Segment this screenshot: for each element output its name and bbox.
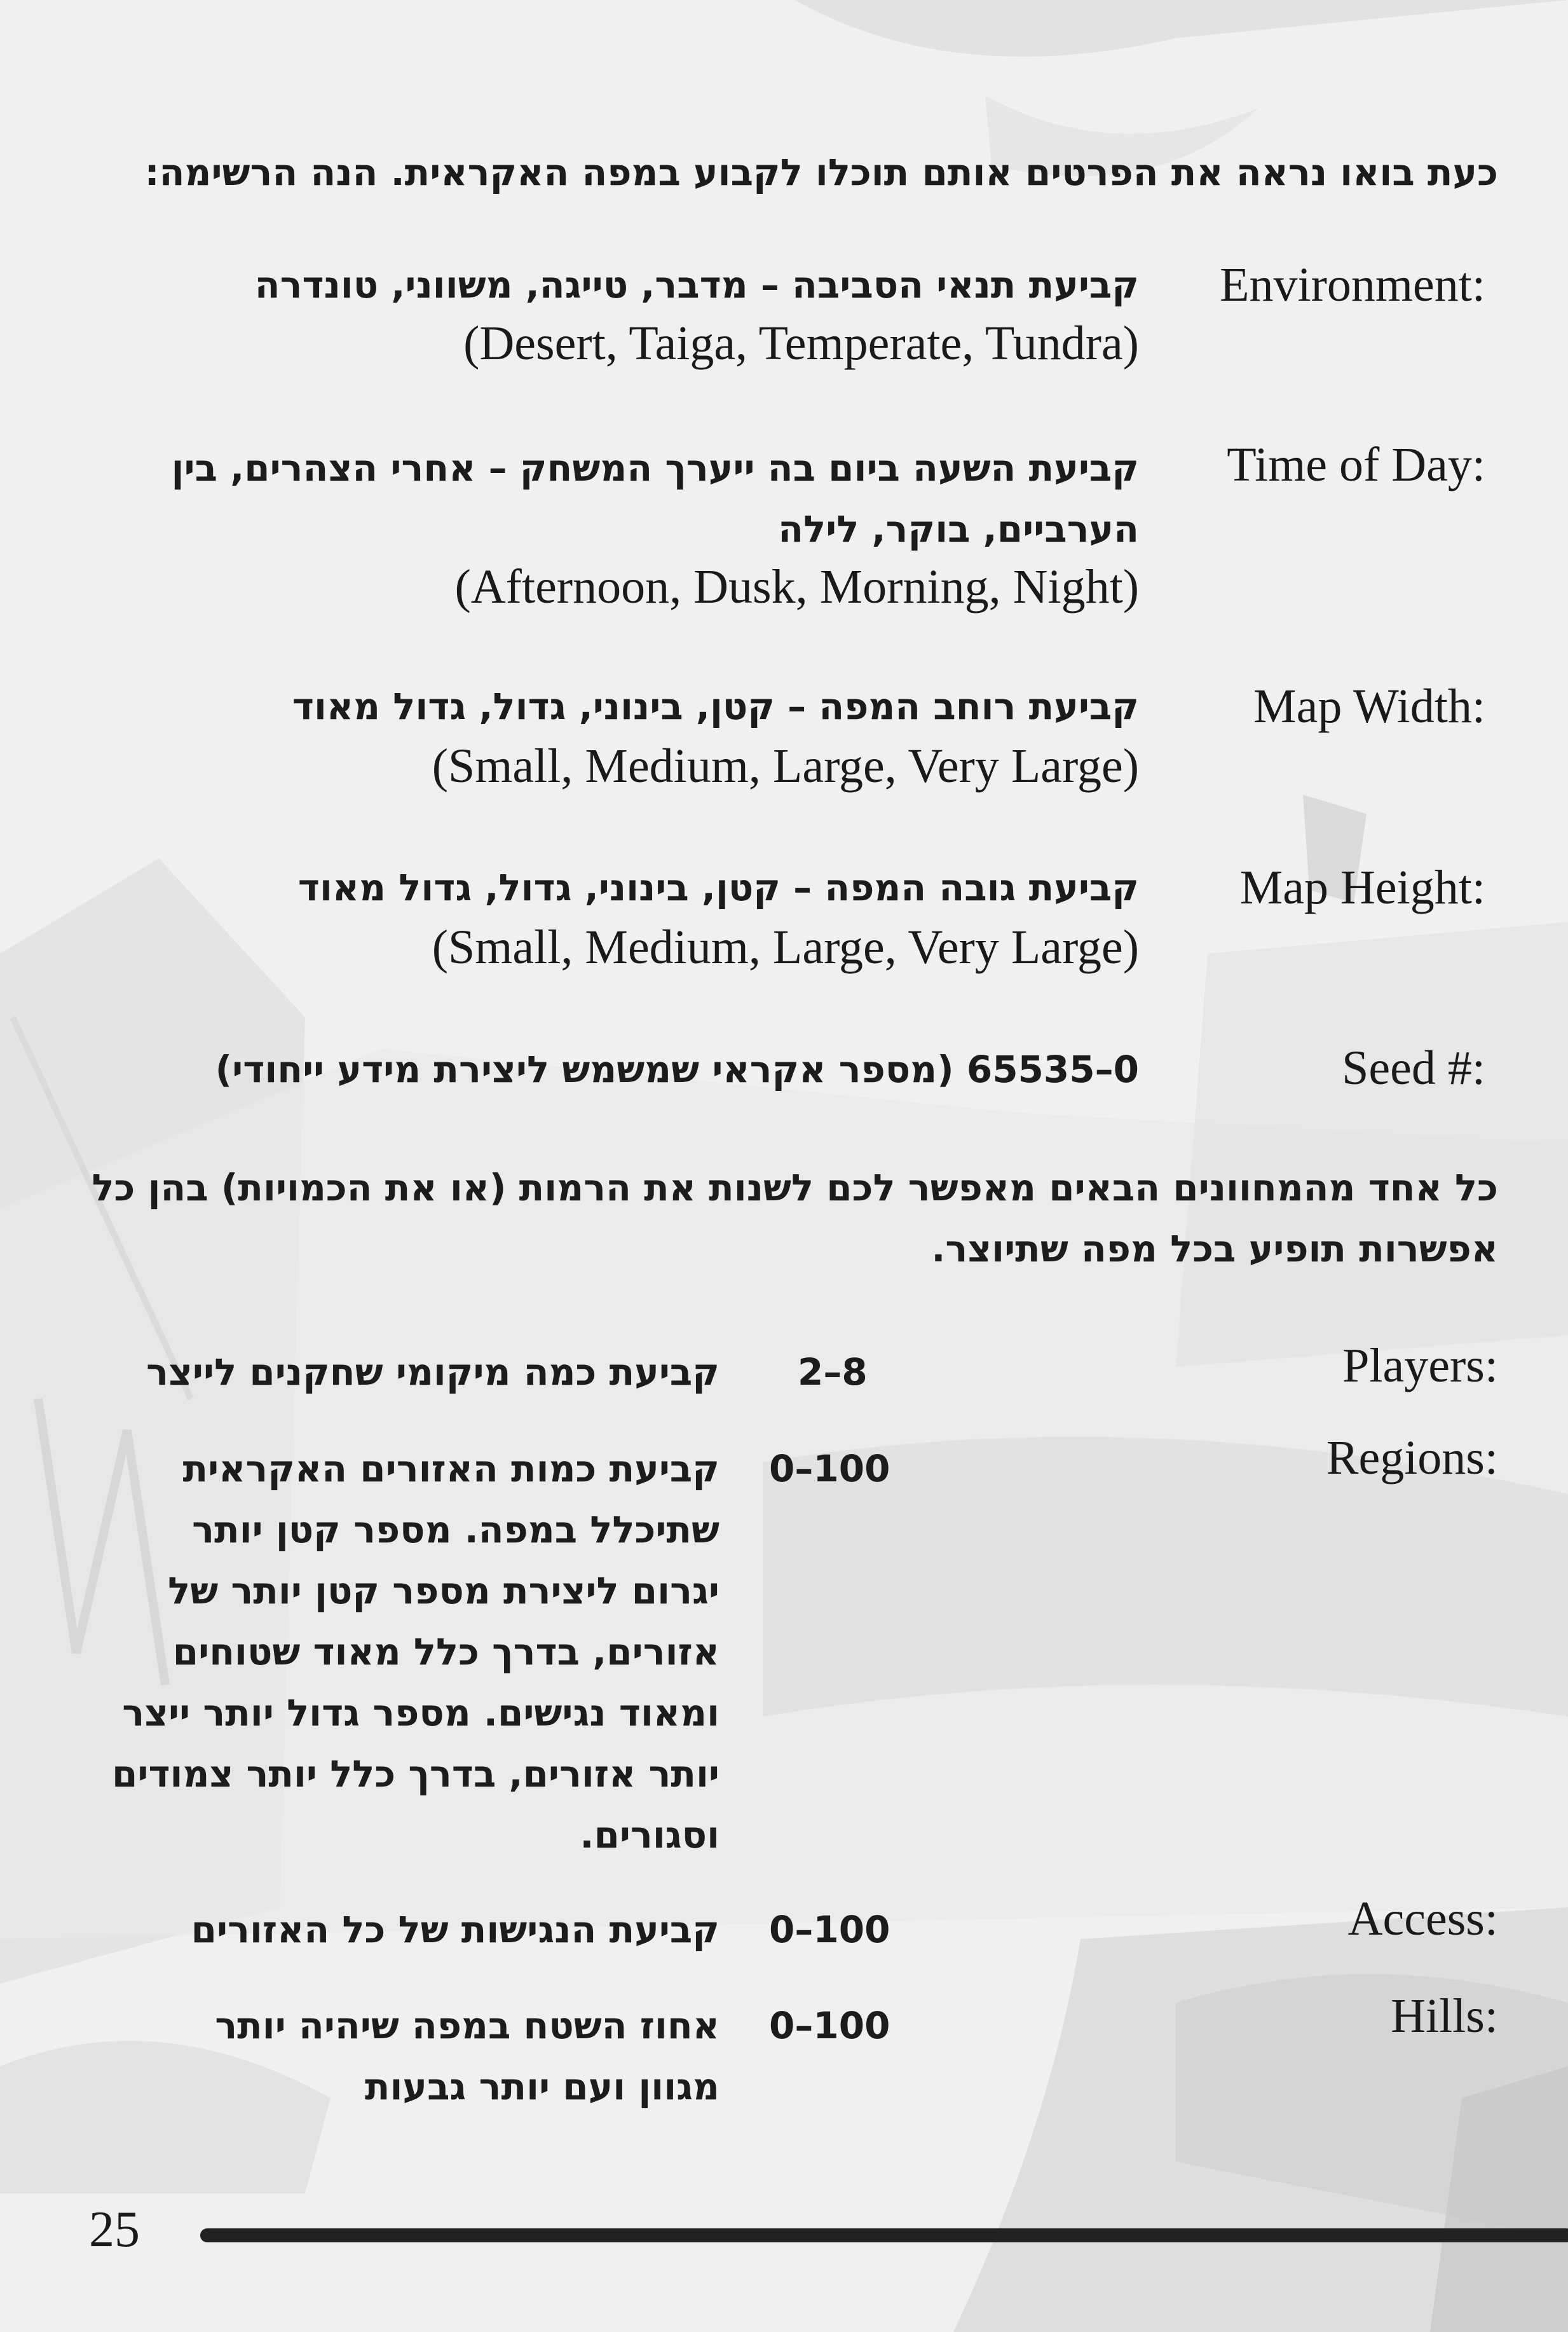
- setting-desc-map-height: קביעת גובה המפה – קטן, בינוני, גדול, גדול מאוד: [297, 866, 1139, 909]
- slider-label-regions: Regions:: [1326, 1431, 1498, 1485]
- setting-label-map-height: Map Height:: [1239, 861, 1485, 914]
- slider-label-access: Access:: [1347, 1892, 1498, 1945]
- intro-text: כעת בואו נראה את הפרטים אותם תוכלו לקבוע במפה האקראית. הנה הרשימה:: [144, 151, 1498, 194]
- sliders-intro-text: כל אחד מהמחוונים הבאים מאפשר לכם לשנות את הרמות (או את הכמויות) בהן כל אפשרות תופיע בכל מפה שתיוצר.: [92, 1166, 1498, 1270]
- setting-en-environment: (Desert, Taiga, Temperate, Tundra): [463, 317, 1139, 370]
- footer-rule: [200, 2228, 1568, 2242]
- slider-range-players: 2–8: [798, 1350, 868, 1394]
- slider-desc-access: קביעת הנגישות של כל האזורים: [191, 1908, 719, 1951]
- setting-label-seed: Seed #:: [1342, 1041, 1485, 1095]
- setting-en-map-height: (Small, Medium, Large, Very Large): [432, 921, 1139, 974]
- setting-desc-environment: קביעת תנאי הסביבה – מדבר, טייגה, משווני, טונדרה: [254, 263, 1139, 306]
- slider-label-hills: Hills:: [1391, 1989, 1498, 2043]
- setting-desc-map-width: קביעת רוחב המפה – קטן, בינוני, גדול, גדול מאוד: [292, 685, 1139, 728]
- slider-desc-hills: אחוז השטח במפה שיהיה יותר מגוון ועם יותר גבעות: [215, 2004, 719, 2108]
- setting-desc-seed: 0–65535 (מספר אקראי שמשמש ליצירת מידע ייחודי): [215, 1048, 1139, 1091]
- setting-en-map-width: (Small, Medium, Large, Very Large): [432, 739, 1139, 793]
- slider-desc-regions: קביעת כמות האזורים האקראית שתיכלל במפה. מספר קטן יותר יגרום ליצירת מספר קטן יותר של אזורים, בדרך כלל מאוד שטוחים ומאוד נגישים. מספר גדול יותר ייצר יותר אזורים, בדרך כלל יותר צמודים וסגורים.: [111, 1447, 719, 1856]
- setting-en-time-of-day: (Afternoon, Dusk, Morning, Night): [454, 560, 1139, 614]
- slider-label-players: Players:: [1342, 1339, 1498, 1392]
- setting-desc-time-of-day: קביעת השעה ביום בה ייערך המשחק – אחרי הצהרים, בין הערביים, בוקר, לילה: [171, 446, 1139, 551]
- setting-label-environment: Environment:: [1220, 258, 1485, 312]
- setting-label-map-width: Map Width:: [1253, 680, 1485, 733]
- slider-range-hills: 0–100: [769, 2004, 890, 2047]
- setting-label-time-of-day: Time of Day:: [1227, 438, 1485, 491]
- slider-range-access: 0–100: [769, 1908, 890, 1951]
- slider-range-regions: 0–100: [769, 1447, 890, 1490]
- page-number: 25: [89, 2202, 140, 2258]
- slider-desc-players: קביעת כמה מיקומי שחקנים לייצר: [146, 1350, 719, 1394]
